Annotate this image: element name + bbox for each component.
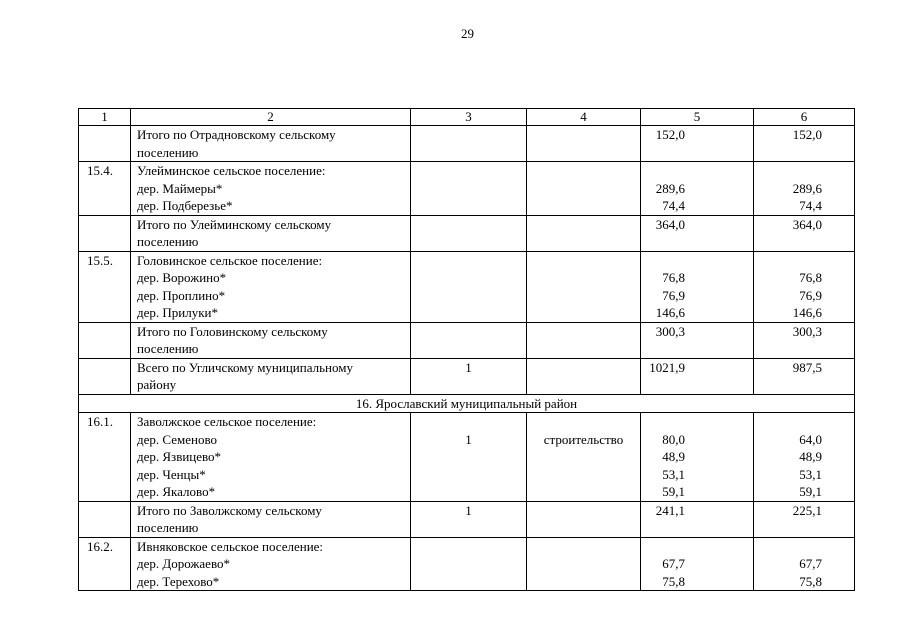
header-cell-2: 2 xyxy=(131,109,411,126)
table-cell-col-5: 300,3 xyxy=(641,322,754,358)
table-cell-col-1: 16.2. xyxy=(79,537,131,591)
table-cell-col-1 xyxy=(79,126,131,162)
table-cell-col-1: 15.4. xyxy=(79,162,131,216)
table-cell-col-4 xyxy=(527,501,641,537)
page-number: 29 xyxy=(461,26,474,41)
table-cell-col-6: 76,8 76,9 146,6 xyxy=(754,251,855,322)
table-cell-col-5: 80,0 48,9 53,1 59,1 xyxy=(641,413,754,502)
table-cell-col-3: 1 xyxy=(411,501,527,537)
table-cell-col-5: 364,0 xyxy=(641,215,754,251)
table-cell-col-3 xyxy=(411,322,527,358)
table-cell-col-3 xyxy=(411,126,527,162)
table-cell-col-6: 300,3 xyxy=(754,322,855,358)
section-row xyxy=(79,394,855,413)
table-cell-col-5: 76,8 76,9 146,6 xyxy=(641,251,754,322)
section-title: 16. Ярославский муниципальный район xyxy=(79,394,855,413)
table-row xyxy=(79,413,855,502)
table-cell-col-5: 241,1 xyxy=(641,501,754,537)
table-cell-col-3 xyxy=(411,251,527,322)
table-cell-col-4 xyxy=(527,537,641,591)
table-row xyxy=(79,126,855,162)
table-cell-col-6: 67,7 75,8 xyxy=(754,537,855,591)
table-cell-col-4 xyxy=(527,251,641,322)
header-cell-4: 4 xyxy=(527,109,641,126)
table-cell-col-2: Всего по Угличскому муниципальному району xyxy=(131,358,411,394)
table-cell-col-2: Головинское сельское поселение: дер. Ворожино* дер. Проплино* дер. Прилуки* xyxy=(131,251,411,322)
table-row xyxy=(79,358,855,394)
table-row xyxy=(79,215,855,251)
table-row xyxy=(79,322,855,358)
table-row xyxy=(79,537,855,591)
data-table xyxy=(78,108,855,591)
table-cell-col-1: 16.1. xyxy=(79,413,131,502)
header-cell-6: 6 xyxy=(754,109,855,126)
table-cell-col-3 xyxy=(411,162,527,216)
table-cell-col-5: 289,6 74,4 xyxy=(641,162,754,216)
table-cell-col-6: 64,0 48,9 53,1 59,1 xyxy=(754,413,855,502)
table-row xyxy=(79,162,855,216)
table-cell-col-6: 364,0 xyxy=(754,215,855,251)
table-cell-col-3 xyxy=(411,215,527,251)
table-row xyxy=(79,251,855,322)
table-cell-col-1 xyxy=(79,358,131,394)
table-cell-col-6: 289,6 74,4 xyxy=(754,162,855,216)
table-cell-col-4 xyxy=(527,126,641,162)
table-cell-col-2: Итого по Головинскому сельскому поселению xyxy=(131,322,411,358)
table-cell-col-6: 225,1 xyxy=(754,501,855,537)
table-cell-col-3: 1 xyxy=(411,413,527,502)
header-cell-3: 3 xyxy=(411,109,527,126)
table-cell-col-5: 152,0 xyxy=(641,126,754,162)
table-cell-col-5: 1021,9 xyxy=(641,358,754,394)
table-cell-col-2: Итого по Заволжскому сельскому поселению xyxy=(131,501,411,537)
table-cell-col-2: Ивняковское сельское поселение: дер. Дорожаево* дер. Терехово* xyxy=(131,537,411,591)
table-cell-col-2: Заволжское сельское поселение: дер. Семеново дер. Язвицево* дер. Ченцы* дер. Якалово* xyxy=(131,413,411,502)
table-cell-col-6: 987,5 xyxy=(754,358,855,394)
table-cell-col-2: Итого по Улейминскому сельскому поселению xyxy=(131,215,411,251)
table-row xyxy=(79,501,855,537)
table-cell-col-2: Улейминское сельское поселение: дер. Маймеры* дер. Подберезье* xyxy=(131,162,411,216)
table-cell-col-4: строительство xyxy=(527,413,641,502)
table-cell-col-4 xyxy=(527,162,641,216)
table-cell-col-4 xyxy=(527,358,641,394)
header-cell-1: 1 xyxy=(79,109,131,126)
table-cell-col-4 xyxy=(527,322,641,358)
table-cell-col-6: 152,0 xyxy=(754,126,855,162)
table-cell-col-1 xyxy=(79,501,131,537)
table-cell-col-3 xyxy=(411,537,527,591)
table-cell-col-3: 1 xyxy=(411,358,527,394)
header-row xyxy=(79,109,855,126)
table-cell-col-2: Итого по Отрадновскому сельскому поселению xyxy=(131,126,411,162)
table-cell-col-4 xyxy=(527,215,641,251)
header-cell-5: 5 xyxy=(641,109,754,126)
table-cell-col-1 xyxy=(79,322,131,358)
table-cell-col-5: 67,7 75,8 xyxy=(641,537,754,591)
table-cell-col-1 xyxy=(79,215,131,251)
table-cell-col-1: 15.5. xyxy=(79,251,131,322)
